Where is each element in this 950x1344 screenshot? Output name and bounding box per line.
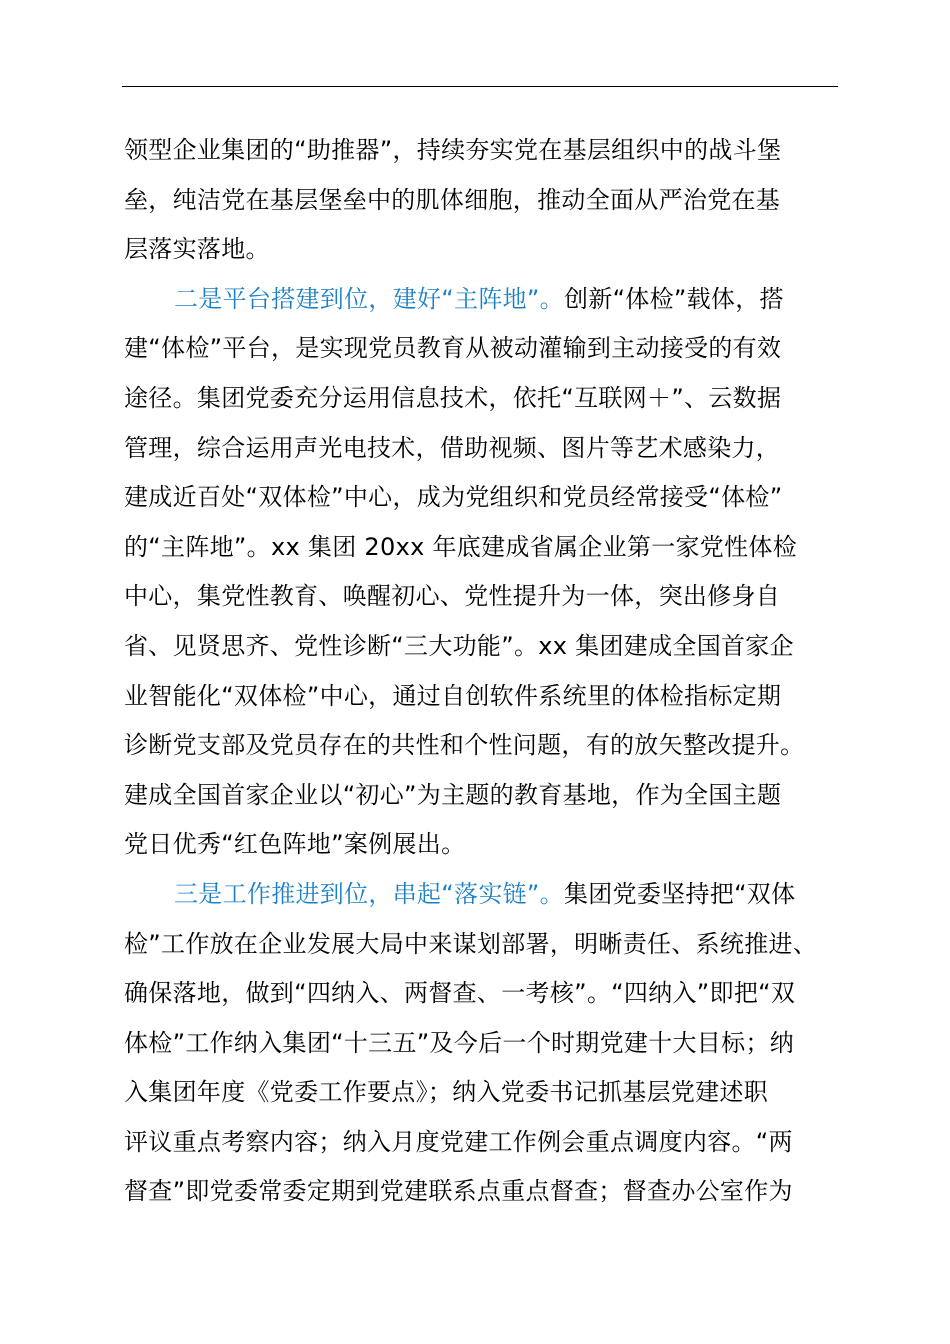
text-line: 评议重点考察内容；纳入月度党建工作例会重点调度内容。“两 — [124, 1127, 793, 1156]
text-line: 督查”即党委常委定期到党建联系点重点督查；督查办公室作为 — [124, 1177, 793, 1206]
text-line: 垒，纯洁党在基层堡垒中的肌体细胞，推动全面从严治党在基 — [124, 185, 781, 214]
text-line: 建成近百处“双体检”中心，成为党组织和党员经常接受“体检” — [124, 483, 783, 512]
text-line: 业智能化“双体检”中心，通过自创软件系统里的体检指标定期 — [124, 681, 782, 710]
text-line: 建“体检”平台，是实现党员教育从被动灌输到主动接受的有效 — [124, 334, 782, 363]
text-line: 党日优秀“红色阵地”案例展出。 — [124, 830, 466, 859]
text-line: 途径。集团党委充分运用信息技术，依托“互联网＋”、云数据 — [124, 383, 782, 412]
section-heading-work: 三是工作推进到位，串起“落实链”。 — [174, 879, 564, 908]
text-line: 确保落地，做到“四纳入、两督查、一考核”。“四纳入”即把“双 — [124, 979, 796, 1008]
text-line: 层落实落地。 — [124, 235, 270, 264]
text-line: 体检”工作纳入集团“十三五”及今后一个时期党建十大目标；纳 — [124, 1028, 794, 1057]
document-body — [124, 126, 840, 1217]
text-run: 创新“体检”载体，搭 — [563, 284, 784, 313]
section-heading-line — [124, 870, 840, 920]
text-run: 集团党委坚持把“双体 — [563, 879, 796, 908]
text-line: 领型企业集团的“助推器”，持续夯实党在基层组织中的战斗堡 — [124, 136, 782, 164]
text-line: 管理，综合运用声光电技术，借助视频、图片等艺术感染力， — [124, 433, 781, 462]
section-heading-line — [124, 275, 840, 325]
text-line: 入集团年度《党委工作要点》；纳入党委书记抓基层党建述职 — [124, 1078, 769, 1107]
text-line: 中心，集党性教育、唤醒初心、党性提升为一体，突出修身自 — [124, 582, 781, 611]
text-line: 省、见贤思齐、党性诊断“三大功能”。xx 集团建成全国首家企 — [124, 631, 794, 660]
header-rule — [122, 86, 838, 87]
section-heading-platform: 二是平台搭建到位，建好“主阵地”。 — [174, 284, 564, 313]
text-line: 建成全国首家企业以“初心”为主题的教育基地，作为全国主题 — [124, 780, 782, 809]
text-line: 的“主阵地”。xx 集团 20xx 年底建成省属企业第一家党性体检 — [124, 532, 798, 561]
text-line: 诊断党支部及党员存在的共性和个性问题，有的放矢整改提升。 — [124, 731, 805, 760]
text-line: 检”工作放在企业发展大局中来谋划部署，明晰责任、系统推进、 — [124, 929, 818, 958]
